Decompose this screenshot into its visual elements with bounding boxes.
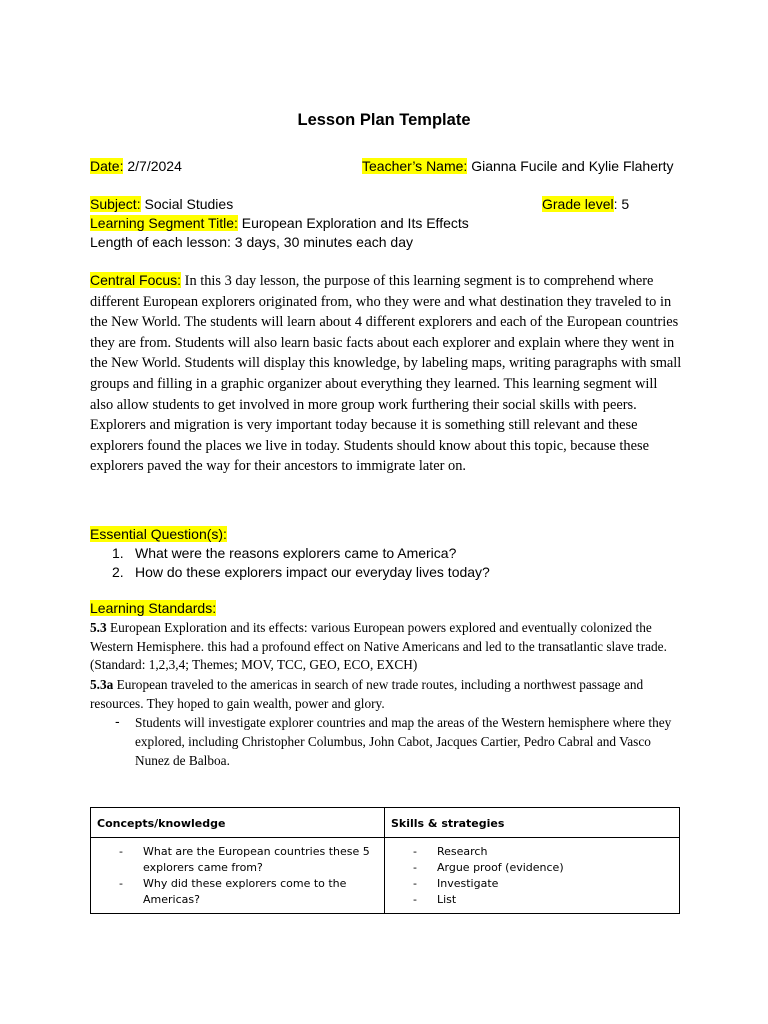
col-header-skills: Skills & strategies — [385, 808, 680, 838]
list-item — [385, 844, 679, 860]
list-item-text: Research — [437, 845, 488, 858]
essential-questions-heading — [90, 526, 227, 542]
essential-questions-label: Essential Question(s): — [90, 526, 227, 542]
dash-bullet: - — [413, 877, 417, 890]
list-number: 1. — [112, 545, 124, 561]
learning-standards-heading — [90, 600, 216, 616]
standard-code: 5.3 — [90, 620, 107, 635]
date-label: Date: — [90, 158, 124, 174]
teacher-line — [362, 158, 674, 174]
subject-value: Social Studies — [144, 196, 234, 212]
list-item — [385, 860, 679, 876]
lesson-length: Length of each lesson: 3 days, 30 minutes each day — [90, 234, 413, 250]
date-value: 2/7/2024 — [127, 158, 182, 174]
essential-questions-list — [90, 544, 490, 582]
col-header-concepts: Concepts/knowledge — [91, 808, 385, 838]
list-item-text: Why did these explorers come to the Americas? — [143, 877, 347, 906]
dash-bullet: - — [119, 877, 123, 890]
date-line — [90, 158, 182, 174]
list-item-text: How do these explorers impact our everyday lives today? — [135, 564, 490, 580]
dash-bullet: - — [115, 713, 120, 729]
dash-bullet: - — [413, 861, 417, 874]
page-title: Lesson Plan Template — [297, 111, 471, 129]
concepts-skills-table — [90, 807, 680, 914]
teacher-value: Gianna Fucile and Kylie Flaherty — [471, 158, 674, 174]
standard-bullet-text: Students will investigate explorer countries and map the areas of the Western hemisphere where they explored, including Christopher Columbus, John Cabot, Jacques Cartier, Pedro Cabral and Vasco Nunez de Balboa. — [135, 715, 672, 768]
skills-list — [385, 844, 679, 908]
list-item — [90, 544, 457, 563]
dash-bullet: - — [413, 893, 417, 906]
table-header-row — [91, 808, 680, 838]
learning-standards-label: Learning Standards: — [90, 600, 217, 616]
dash-bullet: - — [119, 845, 123, 858]
list-item-text: What are the European countries these 5 explorers came from? — [143, 845, 370, 874]
grade-label: Grade level — [542, 196, 614, 212]
list-item-text: Investigate — [437, 877, 499, 890]
standard-text: European Exploration and its effects: various European powers explored and eventually colonized the Western Hemisphere. this had a profound effect on Native Americans and led to the transatlantic slave trade. (Standard: 1,2,3,4; Themes; MOV, TCC, GEO, ECO, EXCH) — [90, 620, 667, 673]
subject-line — [90, 196, 233, 212]
list-item-text: List — [437, 893, 457, 906]
segment-label: Learning Segment Title: — [90, 215, 238, 231]
segment-line — [90, 215, 469, 231]
standard-text: European traveled to the americas in search of new trade routes, including a northwest passage and resources. They hoped to gain wealth, power and glory. — [90, 677, 644, 711]
standard-code: 5.3a — [90, 677, 114, 692]
subject-label: Subject: — [90, 196, 141, 212]
list-item — [385, 876, 679, 892]
table-row — [91, 838, 680, 914]
standard-5-3 — [90, 619, 682, 675]
central-focus-text: In this 3 day lesson, the purpose of this learning segment is to comprehend where different European explorers originated from, who they were and what destination they traveled to in the New World. The students will learn about 4 different explorers and each of the European countries they are from. Students will also learn basic facts about each explorer and explain where they went in the New World. Students will display this knowledge, by labeling maps, writing paragraphs with small groups and filling in a graphic organizer about everything they learned. This learning segment will also allow students to get involved in more group work furthering their social skills with peers. Explorers and migration is very important today because it is something still relevant and these explorers found the places we live in today. Students should know about this topic, because these explorers paved the way for their ancestors to immigrate later on. — [90, 273, 682, 475]
list-item — [90, 563, 490, 582]
grade-line — [542, 196, 629, 212]
skills-cell — [385, 838, 680, 914]
concepts-list — [91, 844, 384, 908]
list-number: 2. — [112, 564, 124, 580]
list-item-text: Argue proof (evidence) — [437, 861, 564, 874]
teacher-label: Teacher’s Name: — [362, 158, 468, 174]
list-item — [91, 876, 384, 908]
segment-value: European Exploration and Its Effects — [241, 215, 469, 231]
list-item-text: What were the reasons explorers came to America? — [135, 545, 457, 561]
grade-value: : 5 — [613, 196, 630, 212]
list-item — [385, 892, 679, 908]
standard-5-3a — [90, 676, 682, 713]
dash-bullet: - — [413, 845, 417, 858]
central-focus-label: Central Focus: — [90, 272, 182, 288]
central-focus-paragraph — [90, 270, 682, 477]
concepts-cell — [91, 838, 385, 914]
list-item — [91, 844, 384, 876]
